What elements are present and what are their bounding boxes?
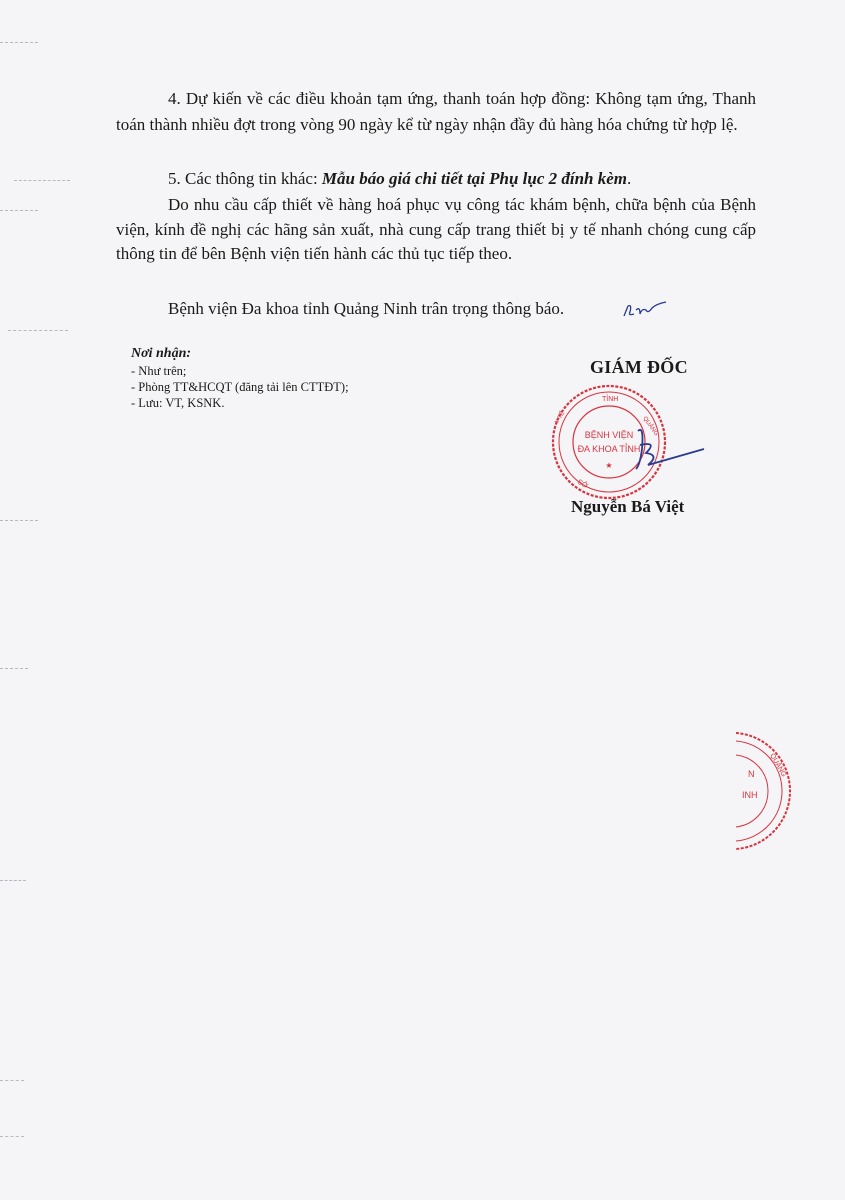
- margin-mark: [8, 330, 68, 331]
- recipient-line: - Lưu: VT, KSNK.: [131, 396, 225, 410]
- svg-text:INH: INH: [742, 790, 758, 800]
- recipients-heading: Nơi nhận:: [131, 346, 192, 361]
- margin-mark: [0, 880, 26, 881]
- svg-text:Y TẾ: Y TẾ: [554, 410, 567, 425]
- paragraph-other-info: [116, 166, 756, 192]
- svg-text:SỞ: SỞ: [576, 478, 589, 491]
- edge-seal: [730, 725, 800, 855]
- recipient-line: - Như trên;: [131, 364, 187, 378]
- margin-mark: [0, 1136, 24, 1137]
- handwritten-signature: [630, 425, 710, 475]
- other-info-suffix: .: [627, 169, 632, 188]
- other-info-attachment: Mẫu báo giá chi tiết tại Phụ lục 2 đính kèm: [321, 169, 628, 188]
- svg-text:QUẢNG: QUẢNG: [641, 415, 659, 438]
- margin-mark: [0, 668, 28, 669]
- margin-mark: [0, 42, 38, 43]
- signer-name: Nguyễn Bá Việt: [571, 497, 685, 516]
- paragraph-request: Do nhu cầu cấp thiết về hàng hoá phục vụ công tác khám bệnh, chữa bệnh của Bệnh viện, kính đề nghị các hãng sản xuất, nhà cung cấp trang thiết bị y tế nhanh chóng cung cấp thông tin để bên Bệnh viện tiến hành các thủ tục tiếp theo.: [116, 195, 756, 263]
- handwritten-initials: [622, 300, 670, 322]
- paragraph-closing: Bệnh viện Đa khoa tỉnh Quảng Ninh trân trọng thông báo.: [168, 299, 565, 318]
- recipients-block: [131, 345, 349, 411]
- svg-text:QUẢNG: QUẢNG: [768, 752, 788, 779]
- svg-text:ĐA KHOA TỈNH: ĐA KHOA TỈNH: [577, 444, 641, 454]
- margin-mark: [14, 180, 70, 181]
- svg-text:TỈNH: TỈNH: [602, 396, 619, 403]
- other-info-prefix: 5. Các thông tin khác:: [168, 169, 322, 188]
- margin-mark: [0, 1080, 24, 1081]
- recipient-line: - Phòng TT&HCQT (đăng tải lên CTTĐT);: [131, 380, 349, 394]
- svg-text:★: ★: [605, 461, 613, 470]
- margin-mark: [0, 520, 38, 521]
- svg-text:BỆNH VIỆN: BỆNH VIỆN: [584, 430, 634, 440]
- svg-text:N: N: [748, 769, 755, 779]
- margin-mark: [0, 210, 38, 211]
- paragraph-payment-terms: 4. Dự kiến về các điều khoản tạm ứng, thanh toán hợp đồng: Không tạm ứng, Thanh toán thành nhiều đợt trong vòng 90 ngày kể từ ngày nhận đầy đủ hàng hóa chứng từ hợp lệ.: [116, 89, 756, 134]
- signer-title: GIÁM ĐỐC: [590, 357, 688, 377]
